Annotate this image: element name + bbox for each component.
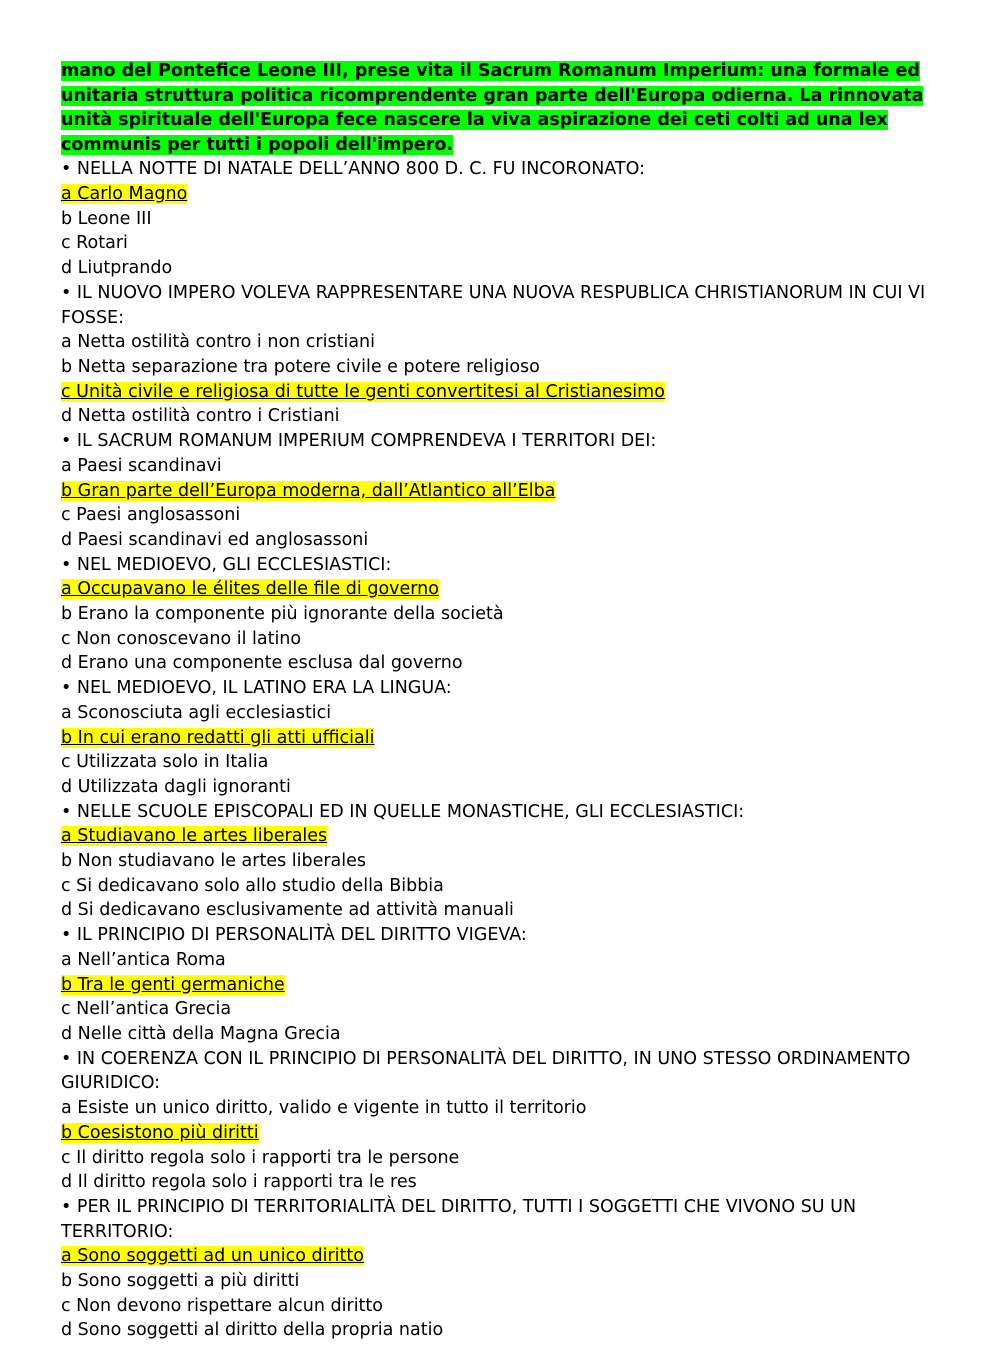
correct-answer: b Tra le genti germaniche bbox=[61, 974, 285, 995]
answer-option: b Netta separazione tra potere civile e potere religioso bbox=[61, 357, 540, 377]
answer-option: a Nell’antica Roma bbox=[61, 949, 226, 970]
answer-option: b Leone III bbox=[61, 208, 152, 229]
question-3-option-c bbox=[61, 503, 941, 528]
correct-answer: a Occupavano le élites delle file di governo bbox=[61, 579, 439, 600]
question-3-option-d bbox=[61, 528, 941, 553]
correct-answer: b In cui erano redatti gli atti ufficiali bbox=[61, 727, 375, 748]
question-4-option-c bbox=[61, 627, 941, 652]
question-8-option-a bbox=[61, 1096, 941, 1121]
question-5-option-c bbox=[61, 750, 941, 775]
answer-option: a Esiste un unico diritto, valido e vigente in tutto il territorio bbox=[61, 1098, 587, 1119]
question-5: • NEL MEDIOEVO, IL LATINO ERA LA LINGUA: bbox=[61, 678, 452, 699]
question-7-option-d bbox=[61, 1022, 941, 1047]
answer-option: b Non studiavano le artes liberales bbox=[61, 851, 367, 872]
answer-option: c Il diritto regola solo i rapporti tra le persone bbox=[61, 1147, 460, 1168]
question-5-option-a bbox=[61, 701, 941, 726]
question-9-option-b bbox=[61, 1269, 941, 1294]
question-5-option-b bbox=[61, 726, 941, 751]
answer-option: b Sono soggetti a più diritti bbox=[61, 1271, 300, 1292]
correct-answer: b Coesistono più diritti bbox=[61, 1122, 259, 1143]
question-3-option-a bbox=[61, 454, 941, 479]
question-8: • IN COERENZA CON IL PRINCIPIO DI PERSONALITÀ DEL DIRITTO, IN UNO STESSO ORDINAMENTO GIURIDICO: bbox=[61, 1048, 911, 1094]
question-1-option-c bbox=[61, 231, 941, 256]
question-5-option-d bbox=[61, 775, 941, 800]
document-page bbox=[61, 59, 941, 1343]
answer-option: c Utilizzata solo in Italia bbox=[61, 752, 269, 773]
correct-answer: a Carlo Magno bbox=[61, 184, 188, 205]
answer-option: c Nell’antica Grecia bbox=[61, 999, 232, 1020]
question-6-option-a bbox=[61, 824, 941, 849]
question-4-option-d bbox=[61, 651, 941, 676]
question-1: • NELLA NOTTE DI NATALE DELL’ANNO 800 D. C. FU INCORONATO: bbox=[61, 159, 645, 180]
question-9-option-c bbox=[61, 1294, 941, 1319]
correct-answer: b Gran parte dell’Europa moderna, dall’Atlantico all’Elba bbox=[61, 480, 556, 501]
quiz-list bbox=[61, 157, 941, 1343]
question-8-option-d bbox=[61, 1170, 941, 1195]
question-6-option-d bbox=[61, 898, 941, 923]
answer-option: d Nelle città della Magna Grecia bbox=[61, 1023, 341, 1044]
answer-option: d Si dedicavano esclusivamente ad attività manuali bbox=[61, 900, 514, 921]
answer-option: a Netta ostilità contro i non cristiani bbox=[61, 332, 376, 353]
question-9-option-d bbox=[61, 1318, 941, 1343]
question-1-option-d bbox=[61, 256, 941, 281]
answer-option: d Paesi scandinavi ed anglosassoni bbox=[61, 529, 369, 550]
question-6: • NELLE SCUOLE EPISCOPALI ED IN QUELLE MONASTICHE, GLI ECCLESIASTICI: bbox=[61, 801, 745, 822]
question-4: • NEL MEDIOEVO, GLI ECCLESIASTICI: bbox=[61, 554, 392, 575]
answer-option: c Paesi anglosassoni bbox=[61, 505, 241, 526]
answer-option: d Sono soggetti al diritto della propria natio bbox=[61, 1320, 444, 1341]
question-2-option-c bbox=[61, 380, 941, 405]
question-8-option-c bbox=[61, 1146, 941, 1171]
question-2: • IL NUOVO IMPERO VOLEVA RAPPRESENTARE UNA NUOVA RESPUBLICA CHRISTIANORUM IN CUI VI FOSSE: bbox=[61, 282, 926, 328]
answer-option: a Paesi scandinavi bbox=[61, 455, 222, 476]
question-8-option-b bbox=[61, 1121, 941, 1146]
question-2-option-a bbox=[61, 330, 941, 355]
question-3: • IL SACRUM ROMANUM IMPERIUM COMPRENDEVA I TERRITORI DEI: bbox=[61, 431, 657, 452]
question-9: • PER IL PRINCIPIO DI TERRITORIALITÀ DEL DIRITTO, TUTTI I SOGGETTI CHE VIVONO SU UN TERRITORIO: bbox=[61, 1196, 857, 1242]
answer-option: d Erano una componente esclusa dal governo bbox=[61, 653, 463, 674]
question-6-option-b bbox=[61, 849, 941, 874]
question-4-option-a bbox=[61, 577, 941, 602]
question-3-option-b bbox=[61, 479, 941, 504]
question-6-option-c bbox=[61, 874, 941, 899]
question-7-option-a bbox=[61, 948, 941, 973]
answer-option: d Utilizzata dagli ignoranti bbox=[61, 776, 291, 797]
answer-option: d Liutprando bbox=[61, 258, 173, 279]
question-7: • IL PRINCIPIO DI PERSONALITÀ DEL DIRITTO VIGEVA: bbox=[61, 925, 527, 946]
answer-option: c Rotari bbox=[61, 233, 128, 254]
answer-option: c Si dedicavano solo allo studio della Bibbia bbox=[61, 875, 444, 896]
intro-paragraph bbox=[61, 59, 941, 157]
question-4-option-b bbox=[61, 602, 941, 627]
question-7-option-b bbox=[61, 973, 941, 998]
question-1-option-a bbox=[61, 182, 941, 207]
intro-highlight: mano del Pontefice Leone III, prese vita il Sacrum Romanum Imperium: una formale ed unitaria struttura politica ricomprendente gran parte dell'Europa odierna. La rinnovata unità spirituale dell'Europa fece nascere la viva aspirazione dei ceti colti ad una lex communis per tutti i popoli dell'impero. bbox=[61, 61, 924, 155]
question-1-option-b bbox=[61, 207, 941, 232]
question-9-option-a bbox=[61, 1244, 941, 1269]
correct-answer: a Sono soggetti ad un unico diritto bbox=[61, 1246, 364, 1267]
question-7-option-c bbox=[61, 997, 941, 1022]
answer-option: b Erano la componente più ignorante della società bbox=[61, 604, 504, 625]
correct-answer: c Unità civile e religiosa di tutte le genti convertitesi al Cristianesimo bbox=[61, 381, 665, 402]
answer-option: c Non conoscevano il latino bbox=[61, 628, 302, 649]
answer-option: d Netta ostilità contro i Cristiani bbox=[61, 406, 340, 427]
answer-option: a Sconosciuta agli ecclesiastici bbox=[61, 702, 332, 723]
correct-answer: a Studiavano le artes liberales bbox=[61, 826, 328, 847]
answer-option: d Il diritto regola solo i rapporti tra le res bbox=[61, 1172, 417, 1193]
question-2-option-b bbox=[61, 355, 941, 380]
question-2-option-d bbox=[61, 404, 941, 429]
answer-option: c Non devono rispettare alcun diritto bbox=[61, 1295, 383, 1316]
